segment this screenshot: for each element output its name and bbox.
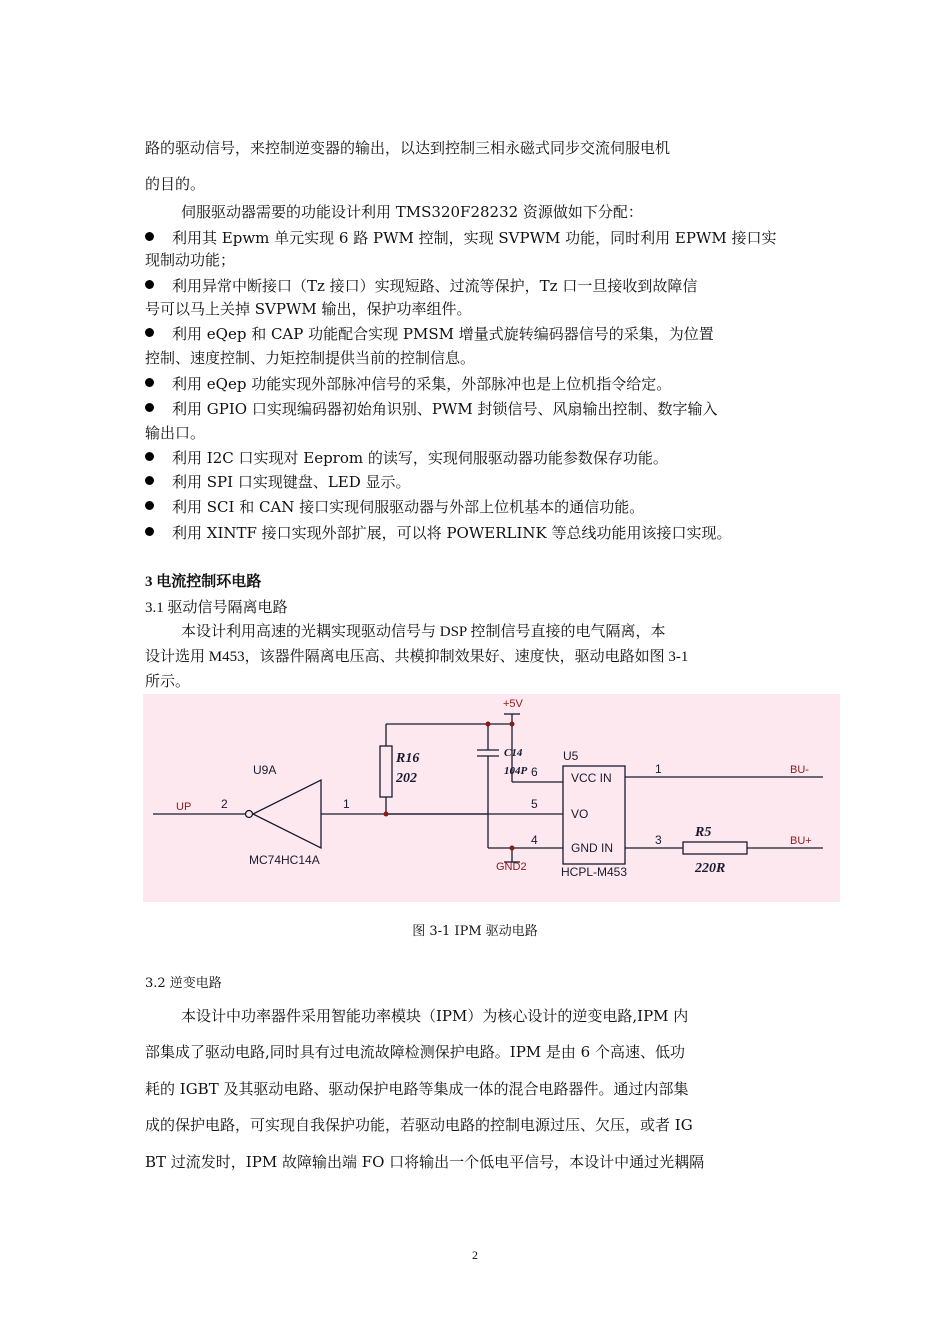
paragraph-line: 设计选用 M453，该器件隔离电压高、共模抑制效果好、速度快，驱动电路如图 3-1	[145, 649, 689, 665]
list-item-cont: 控制、速度控制、力矩控制提供当前的控制信息。	[145, 349, 476, 367]
list-item-cont: 号可以马上关掉 SVPWM 输出，保护功率组件。	[145, 300, 472, 318]
label-ic-u9: MC74HC14A	[249, 853, 320, 867]
resistor-r5	[683, 842, 747, 854]
label-gnd2: GND2	[496, 861, 527, 873]
label-bu-plus: BU+	[790, 835, 812, 847]
paragraph-allocation: 伺服驱动器需要的功能设计利用 TMS320F28232 资源做如下分配：	[181, 203, 643, 221]
bullet-icon	[145, 403, 154, 412]
label-vcc-in: VCC IN	[571, 771, 612, 785]
inverter-bubble	[246, 811, 253, 818]
figure-caption: 图 3-1 IPM 驱动电路	[412, 924, 538, 939]
list-item: 利用 GPIO 口实现编码器初始角识别、PWM 封锁信号、风扇输出控制、数字输入	[145, 397, 815, 421]
subsection-heading: 3.1 驱动信号隔离电路	[145, 600, 288, 616]
bullet-icon	[145, 452, 154, 461]
label-p6: 6	[531, 765, 538, 779]
label-gnd-in: GND IN	[571, 841, 613, 855]
label-r5-value: 220R	[695, 861, 726, 876]
label-r16-value: 202	[396, 771, 417, 786]
label-bu-minus: BU-	[790, 764, 809, 776]
inverter-gate	[253, 780, 321, 848]
list-item: 利用异常中断接口（Tz 接口）实现短路、过流等保护，Tz 口一旦接收到故障信	[145, 274, 815, 298]
bullet-icon	[145, 280, 154, 289]
label-u9a: U9A	[253, 763, 277, 777]
paragraph-line: 部集成了驱动电路,同时具有过电流故障检测保护电路。IPM 是由 6 个高速、低功	[145, 1043, 685, 1061]
list-item-cont: 输出口。	[145, 424, 206, 442]
label-c14: C14	[504, 747, 523, 759]
label-p4: 4	[531, 833, 538, 847]
label-pin2: 2	[221, 797, 228, 811]
label-p3: 3	[655, 833, 662, 847]
paragraph-line: 本设计利用高速的光耦实现驱动信号与 DSP 控制信号直接的电气隔离，本	[181, 624, 666, 640]
section-heading: 3 电流控制环电路	[145, 574, 262, 590]
junction-dot	[486, 722, 491, 727]
label-hcpl: HCPL-M453	[561, 865, 628, 879]
paragraph-line: 的目的。	[145, 175, 206, 193]
label-r16: R16	[396, 751, 420, 766]
schematic-figure	[143, 694, 840, 902]
label-r5: R5	[695, 825, 712, 840]
label-p5: 5	[531, 797, 538, 811]
paragraph-line: 本设计中功率器件采用智能功率模块（IPM）为核心设计的逆变电路,IPM 内	[181, 1007, 689, 1025]
bullet-icon	[145, 501, 154, 510]
junction-dot	[384, 812, 389, 817]
list-item: 利用 I2C 口实现对 Eeprom 的读写，实现伺服驱动器功能参数保存功能。	[145, 446, 815, 470]
list-item: 利用其 Epwm 单元实现 6 路 PWM 控制，实现 SVPWM 功能，同时利用 EPWM 接口实	[145, 226, 815, 250]
bullet-icon	[145, 527, 154, 536]
junction-dot	[510, 722, 515, 727]
list-item: 利用 SCI 和 CAN 接口实现伺服驱动器与外部上位机基本的通信功能。	[145, 495, 815, 519]
schematic-diagram	[143, 694, 840, 902]
bullet-icon	[145, 328, 154, 337]
list-item: 利用 XINTF 接口实现外部扩展，可以将 POWERLINK 等总线功能用该接口实现。	[145, 521, 815, 545]
list-item: 利用 SPI 口实现键盘、LED 显示。	[145, 470, 815, 494]
label-vcc: +5V	[503, 698, 523, 710]
paragraph-line: 成的保护电路，可实现自我保护功能，若驱动电路的控制电源过压、欠压，或者 IG	[145, 1116, 693, 1134]
paragraph-line: BT 过流发时，IPM 故障输出端 FO 口将输出一个低电平信号，本设计中通过光耦隔	[145, 1153, 705, 1171]
junction-dot	[510, 846, 515, 851]
subsection-heading: 3.2 逆变电路	[145, 976, 222, 991]
label-c14-value: 104P	[504, 765, 528, 777]
resistor-r16	[380, 746, 392, 797]
paragraph-line: 所示。	[145, 674, 191, 690]
label-u5: U5	[563, 749, 579, 763]
label-p1: 1	[655, 762, 662, 776]
bullet-icon	[145, 378, 154, 387]
list-item: 利用 eQep 功能实现外部脉冲信号的采集，外部脉冲也是上位机指令给定。	[145, 372, 815, 396]
page-number: 2	[472, 1248, 478, 1262]
label-pin1: 1	[343, 797, 350, 811]
paragraph-line: 耗的 IGBT 及其驱动电路、驱动保护电路等集成一体的混合电路器件。通过内部集	[145, 1080, 689, 1098]
label-up: UP	[176, 801, 192, 813]
bullet-icon	[145, 476, 154, 485]
list-item: 利用 eQep 和 CAP 功能配合实现 PMSM 增量式旋转编码器信号的采集，为位置	[145, 322, 815, 346]
list-item-cont: 现制动功能；	[145, 251, 236, 269]
bullet-icon	[145, 232, 154, 241]
label-vo: VO	[571, 807, 589, 821]
paragraph-line: 路的驱动信号，来控制逆变器的输出，以达到控制三相永磁式同步交流伺服电机	[145, 139, 671, 157]
